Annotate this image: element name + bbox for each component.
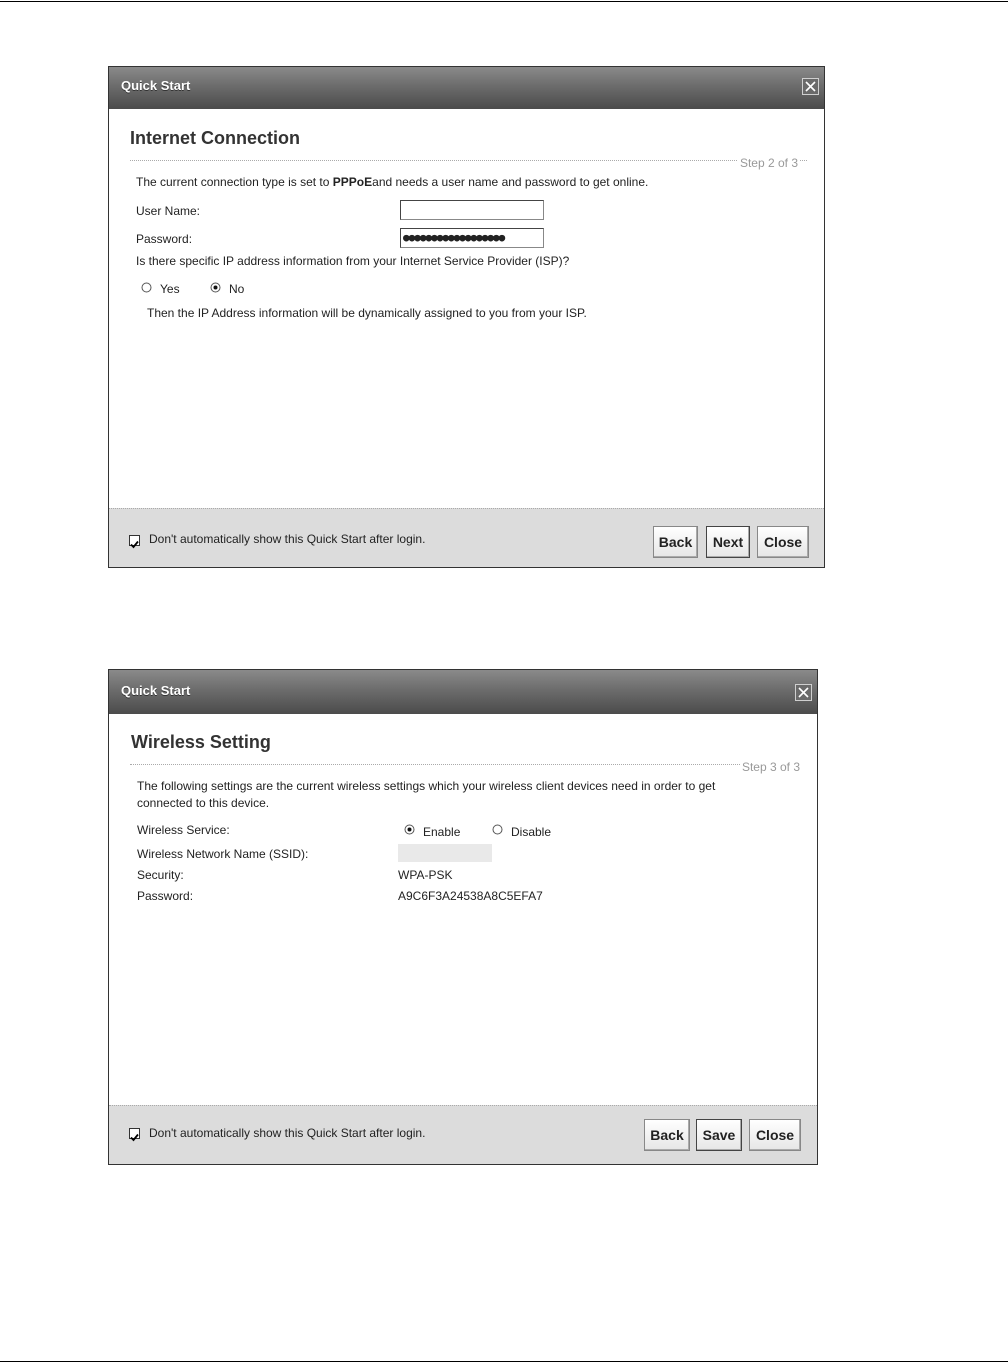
dont-show-label[interactable]: Don't automatically show this Quick Start after login. [149,1126,426,1140]
dont-show-label[interactable]: Don't automatically show this Quick Start after login. [149,532,426,546]
connection-intro: The current connection type is set to PPPoEand needs a user name and password to get online. [136,175,649,189]
dialog-footer [109,508,824,567]
next-button[interactable]: Next [706,526,750,558]
quick-start-dialog-internet [108,66,825,568]
radio-disable-label[interactable]: Disable [511,825,552,839]
ssid-value-redacted [398,844,492,862]
close-icon[interactable] [802,78,819,95]
dialog-title: Quick Start [121,78,191,93]
dialog-titlebar [109,67,824,109]
radio-no-label[interactable]: No [229,282,245,296]
password-field[interactable]: ●●●●●●●●●●●●●●●●●● [400,228,544,248]
checkmark-icon [130,1133,139,1142]
back-button[interactable]: Back [644,1119,690,1151]
dialog-titlebar [109,670,817,714]
checkmark-icon [130,540,139,549]
connection-type: PPPoE [332,175,373,189]
step-indicator: Step 2 of 3 [739,156,798,170]
ssid-label: Wireless Network Name (SSID): [137,847,309,861]
password-label: Password: [136,232,193,246]
dont-show-checkbox[interactable] [129,1128,140,1139]
dont-show-checkbox[interactable] [129,535,140,546]
radio-no-icon[interactable] [210,282,221,293]
user-name-label: User Name: [136,204,201,218]
dialog-footer [109,1105,817,1164]
security-label: Security: [137,868,184,882]
password-value: A9C6F3A24538A8C5EFA7 [398,889,543,903]
radio-yes-label[interactable]: Yes [160,282,180,296]
heading-divider [130,160,807,161]
wireless-intro-line2: connected to this device. [137,796,270,810]
user-name-field[interactable] [400,200,544,220]
close-button[interactable]: Close [757,526,809,558]
isp-question: Is there specific IP address information from your Internet Service Provider (ISP)? [136,254,570,268]
page-bottom-rule [0,1361,1008,1362]
radio-yes-icon[interactable] [141,282,152,293]
page-top-rule [0,1,1008,2]
back-button[interactable]: Back [653,526,698,558]
close-icon[interactable] [795,684,812,701]
wireless-service-label: Wireless Service: [137,823,230,837]
page-heading: Wireless Setting [131,732,271,752]
quick-start-dialog-wireless [108,669,818,1165]
radio-enable-label[interactable]: Enable [423,825,461,839]
heading-divider [130,764,800,765]
dynamic-ip-note: Then the IP Address information will be dynamically assigned to you from your ISP. [147,306,587,320]
radio-disable-icon[interactable] [492,824,503,835]
security-value: WPA-PSK [398,868,453,882]
password-label: Password: [137,889,194,903]
save-button[interactable]: Save [696,1119,742,1151]
close-button[interactable]: Close [749,1119,801,1151]
page-heading: Internet Connection [130,128,300,148]
dialog-title: Quick Start [121,683,191,698]
wireless-intro-line1: The following settings are the current wireless settings which your wireless client devices need in order to get [137,779,716,793]
radio-enable-icon[interactable] [404,824,415,835]
step-indicator: Step 3 of 3 [741,760,800,774]
